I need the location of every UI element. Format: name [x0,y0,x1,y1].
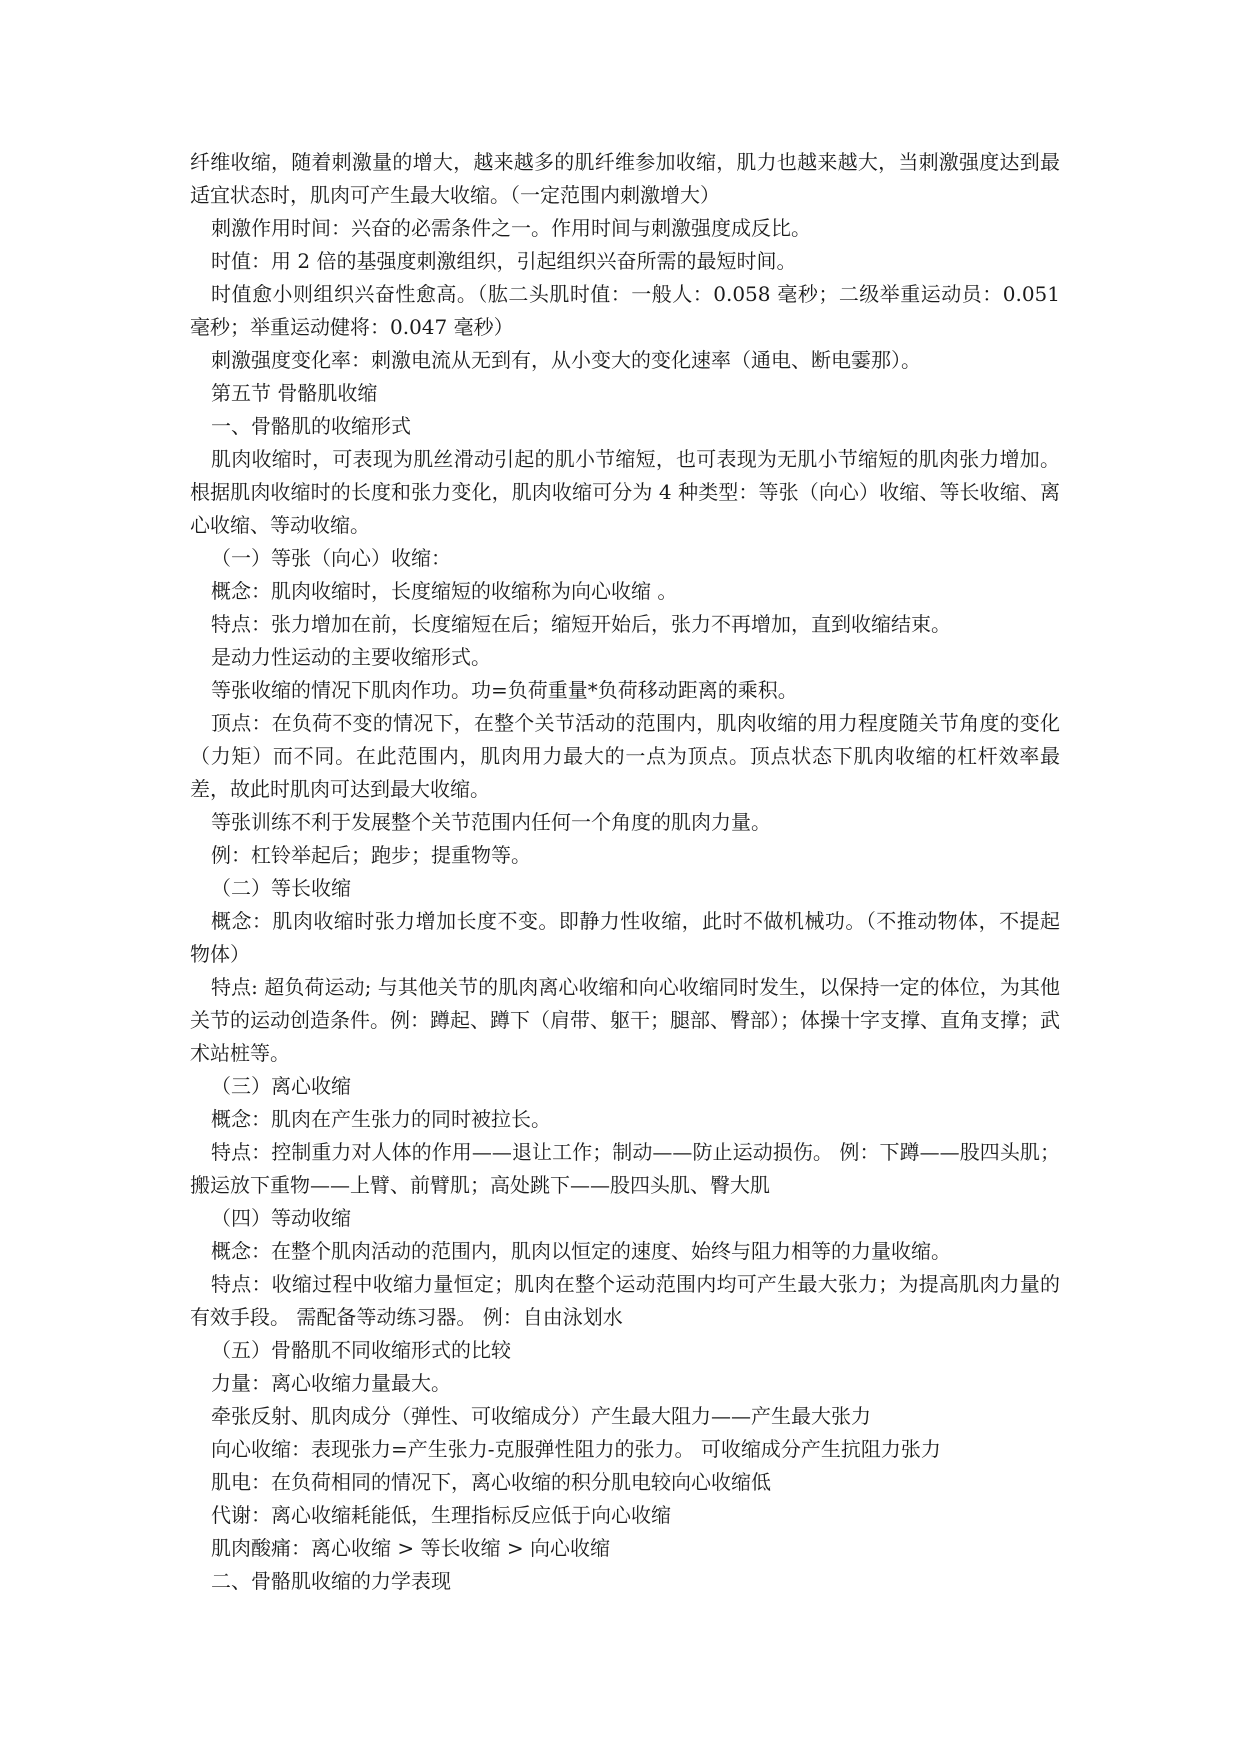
paragraph-continuation: 纤维收缩，随着刺激量的增大，越来越多的肌纤维参加收缩，肌力也越来越大，当刺激强度达到最适宜状态时，肌肉可产生最大收缩。（一定范围内刺激增大） [190,150,1060,207]
paragraph-isotonic-concept: 概念：肌肉收缩时，长度缩短的收缩称为向心收缩 。 [211,579,678,603]
paragraph-isokinetic-feature: 特点：收缩过程中收缩力量恒定；肌肉在整个运动范围内均可产生最大张力；为提高肌肉力量的有效手段。 需配备等动练习器。 例：自由泳划水 [190,1272,1060,1329]
paragraph-chronaxie-values: 时值愈小则组织兴奋性愈高。（肱二头肌时值：一般人：0.058 毫秒；二级举重运动员：0.051 毫秒；举重运动健将：0.047 毫秒） [190,282,1060,339]
subsection-heading-mechanics: 二、骨骼肌收缩的力学表现 [211,1569,451,1593]
item-heading-comparison: （五）骨骼肌不同收缩形式的比较 [211,1338,511,1362]
item-heading-eccentric: （三）离心收缩 [211,1074,351,1098]
item-heading-isokinetic: （四）等动收缩 [211,1206,351,1230]
subsection-heading: 一、骨骼肌的收缩形式 [211,414,411,438]
paragraph-isotonic-work: 等张收缩的情况下肌肉作功。功=负荷重量*负荷移动距离的乘积。 [211,678,798,702]
paragraph-isotonic-training: 等张训练不利于发展整个关节范围内任何一个角度的肌肉力量。 [211,810,771,834]
paragraph-stimulus-rate: 刺激强度变化率：刺激电流从无到有，从小变大的变化速率（通电、断电霎那）。 [211,348,921,372]
paragraph-stimulus-duration: 刺激作用时间：兴奋的必需条件之一。作用时间与刺激强度成反比。 [211,216,811,240]
paragraph-comparison-strength: 力量：离心收缩力量最大。 [211,1371,451,1395]
paragraph-comparison-soreness: 肌肉酸痛：离心收缩 > 等长收缩 > 向心收缩 [211,1536,610,1560]
paragraph-isometric-concept: 概念：肌肉收缩时张力增加长度不变。即静力性收缩，此时不做机械功。（不推动物体，不提起物体） [190,909,1060,966]
paragraph-comparison-metabolism: 代谢：离心收缩耗能低，生理指标反应低于向心收缩 [211,1503,671,1527]
item-heading-isometric: （二）等长收缩 [211,876,351,900]
paragraph-comparison-concentric: 向心收缩：表现张力=产生张力-克服弹性阻力的张力。 可收缩成分产生抗阻力张力 [211,1437,941,1461]
paragraph-chronaxie: 时值：用 2 倍的基强度刺激组织，引起组织兴奋所需的最短时间。 [211,249,797,273]
paragraph-isometric-feature: 特点: 超负荷运动; 与其他关节的肌肉离心收缩和向心收缩同时发生，以保持一定的体位，为其他关节的运动创造条件。例：蹲起、蹲下（肩带、躯干；腿部、臀部）；体操十字支撑、直角支撑；武术站桩等。 [190,975,1060,1065]
item-heading-isotonic: （一）等张（向心）收缩： [211,546,451,570]
paragraph-comparison-stretch: 牵张反射、肌肉成分（弹性、可收缩成分）产生最大阻力——产生最大张力 [211,1404,871,1428]
paragraph-contraction-intro: 肌肉收缩时，可表现为肌丝滑动引起的肌小节缩短，也可表现为无肌小节缩短的肌肉张力增加。根据肌肉收缩时的长度和张力变化，肌肉收缩可分为 4 种类型：等张（向心）收缩、等长收缩、离心收缩、等动收缩。 [190,447,1060,537]
paragraph-isotonic-form: 是动力性运动的主要收缩形式。 [211,645,491,669]
paragraph-eccentric-feature: 特点：控制重力对人体的作用——退让工作；制动——防止运动损伤。 例：下蹲——股四头肌；搬运放下重物——上臂、前臂肌；高处跳下——股四头肌、臀大肌 [190,1140,1060,1197]
paragraph-eccentric-concept: 概念：肌肉在产生张力的同时被拉长。 [211,1107,551,1131]
paragraph-comparison-emg: 肌电：在负荷相同的情况下，离心收缩的积分肌电较向心收缩低 [211,1470,771,1494]
paragraph-isokinetic-concept: 概念：在整个肌肉活动的范围内，肌肉以恒定的速度、始终与阻力相等的力量收缩。 [211,1239,951,1263]
paragraph-isotonic-example: 例：杠铃举起后；跑步；提重物等。 [211,843,531,867]
paragraph-peak-point: 顶点：在负荷不变的情况下，在整个关节活动的范围内，肌肉收缩的用力程度随关节角度的变化（力矩）而不同。在此范围内，肌肉用力最大的一点为顶点。顶点状态下肌肉收缩的杠杆效率最差，故此时肌肉可达到最大收缩。 [190,711,1060,801]
document-page [190,146,1060,1598]
section-heading: 第五节 骨骼肌收缩 [211,381,378,405]
paragraph-isotonic-feature: 特点：张力增加在前，长度缩短在后；缩短开始后，张力不再增加，直到收缩结束。 [211,612,951,636]
